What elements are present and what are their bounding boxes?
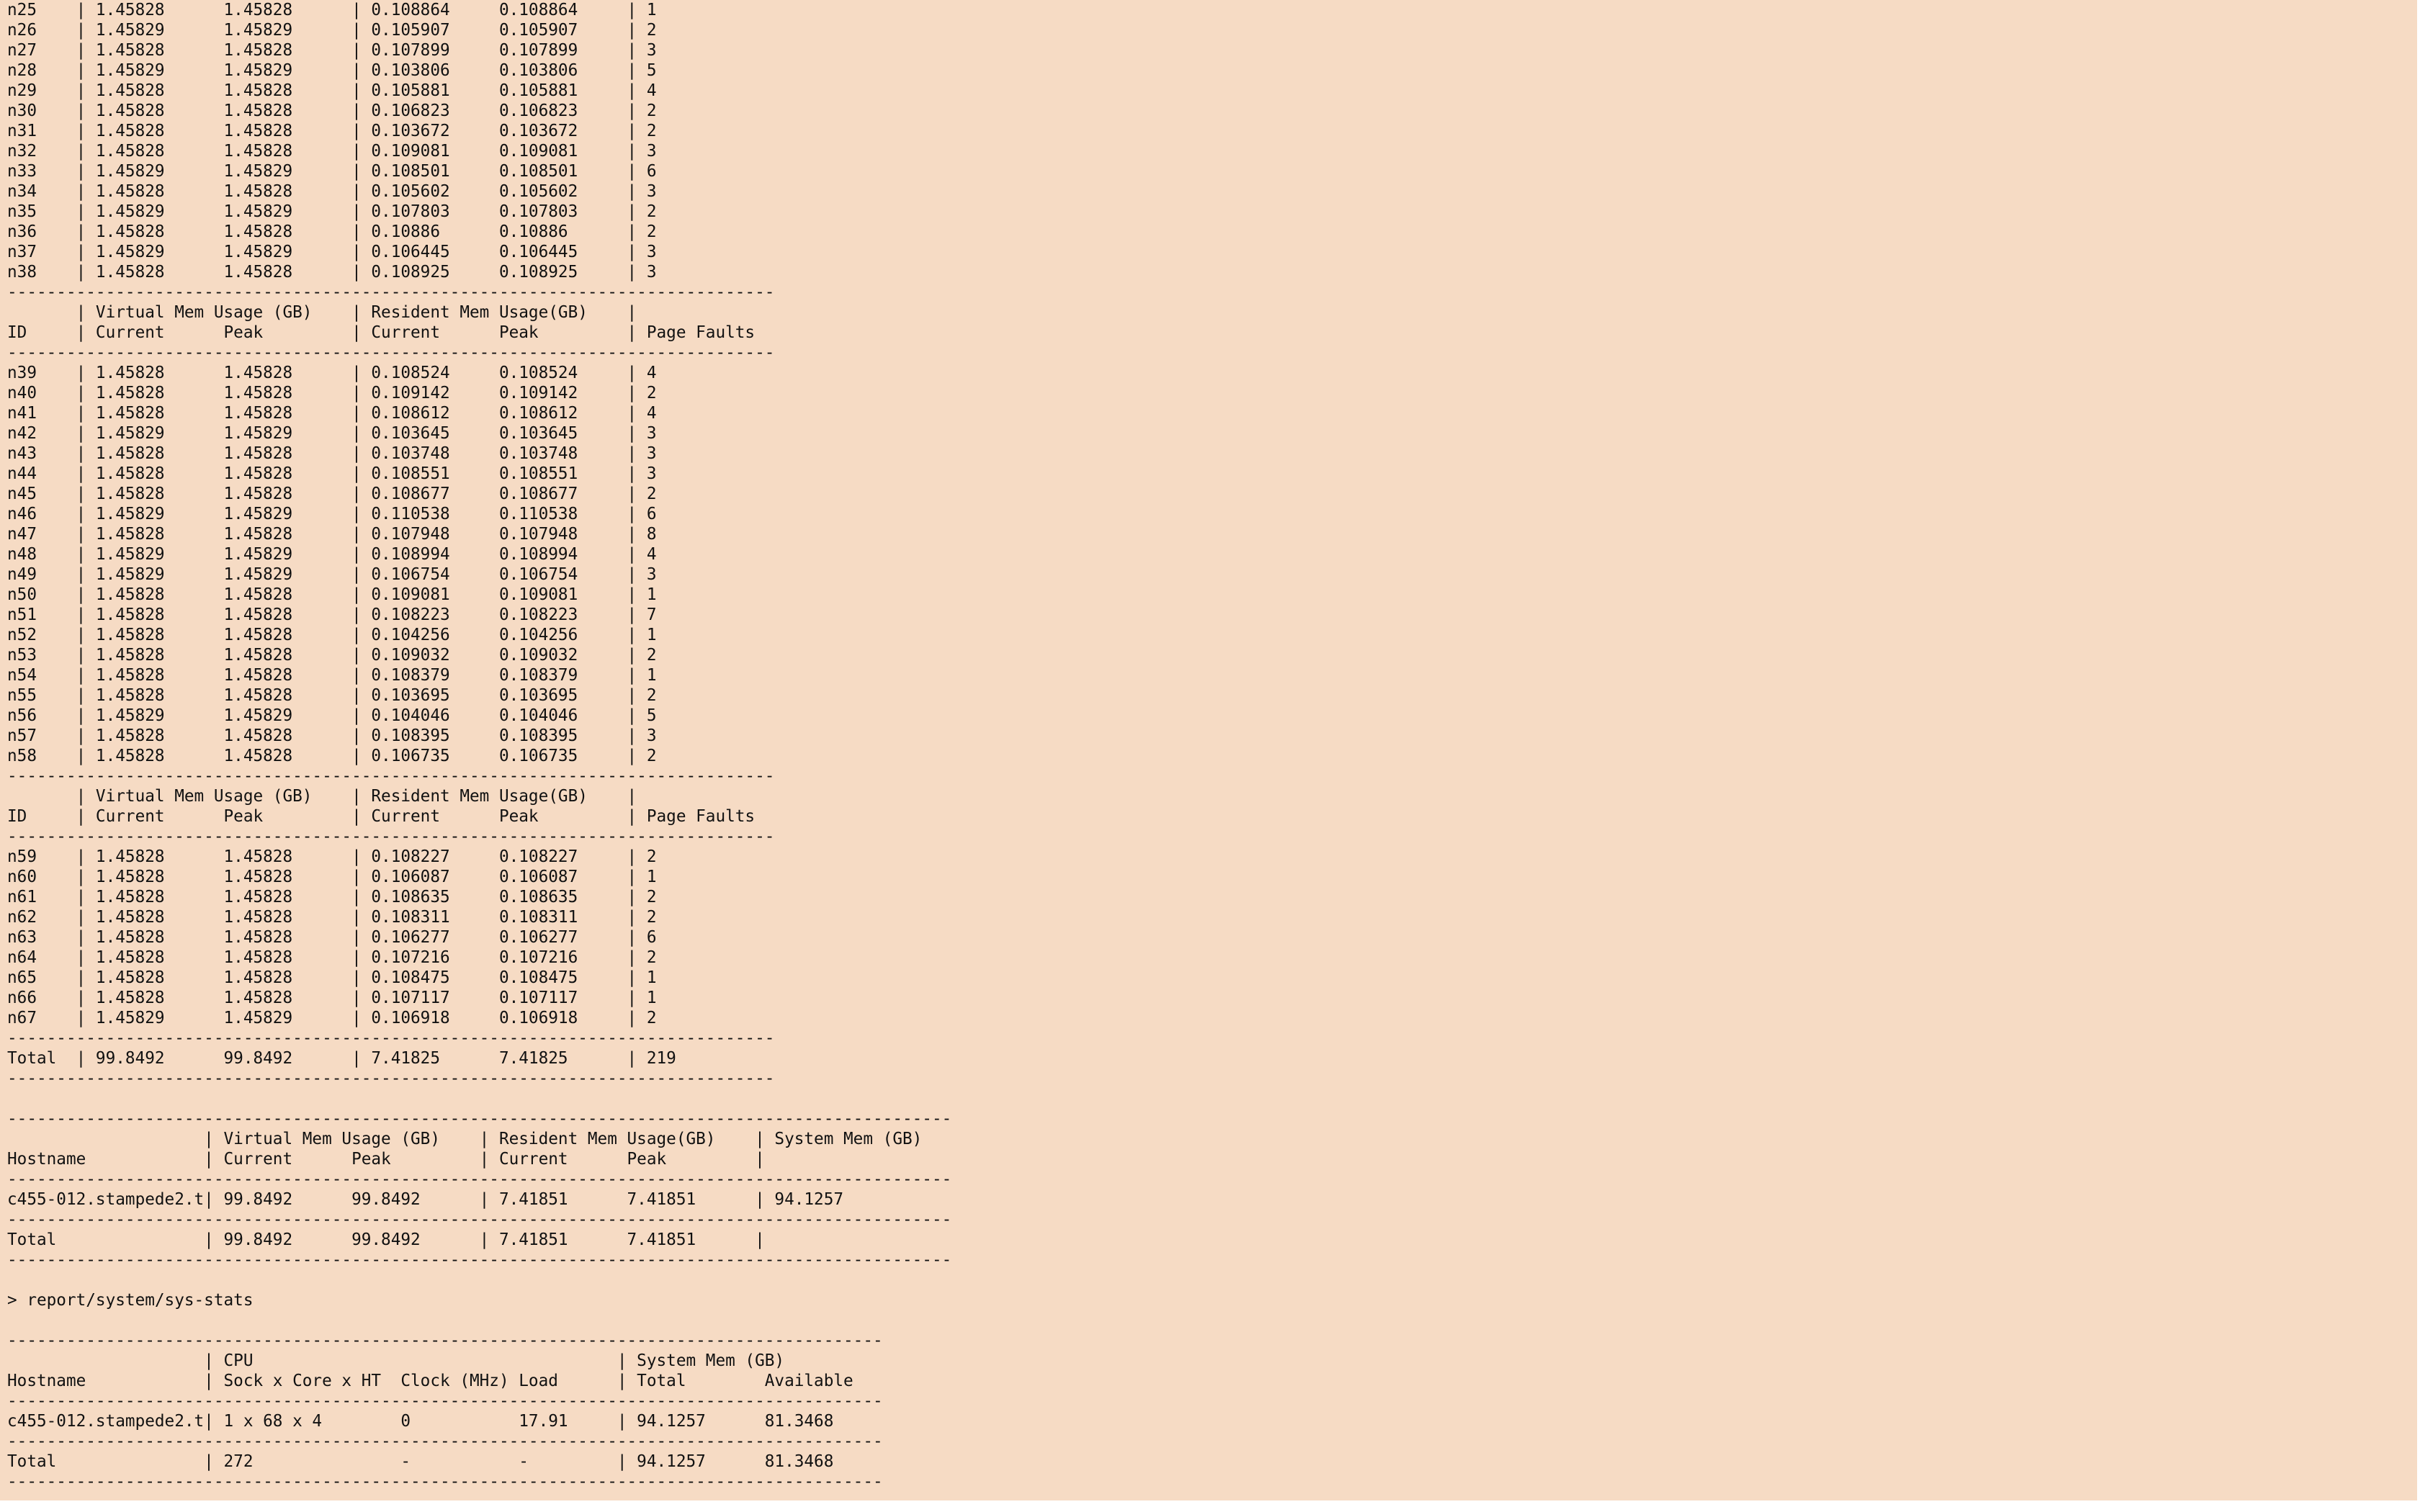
terminal-line: n59 | 1.45828 1.45828 | 0.108227 0.108227 | 2: [7, 847, 657, 866]
terminal-line: -----------------------------------------------------------------------------------------: [7, 1331, 883, 1350]
terminal-line: n35 | 1.45829 1.45829 | 0.107803 0.107803 | 2: [7, 202, 657, 221]
terminal-line: n67 | 1.45829 1.45829 | 0.106918 0.106918 | 2: [7, 1009, 657, 1027]
terminal-line: [7, 1089, 951, 1109]
terminal-line: > report/system/sys-stats: [7, 1291, 254, 1310]
terminal-line: n47 | 1.45828 1.45828 | 0.107948 0.107948 | 8: [7, 525, 657, 544]
terminal-line: ID | Current Peak | Current Peak | Page Faults: [7, 323, 756, 342]
terminal-line: n53 | 1.45828 1.45828 | 0.109032 0.109032 | 2: [7, 646, 657, 665]
terminal-line: ------------------------------------------------------------------------------: [7, 1029, 775, 1048]
terminal-line: ------------------------------------------------------------------------------: [7, 827, 775, 846]
terminal-line: c455-012.stampede2.t| 1 x 68 x 4 0 17.91 | 94.1257 81.3468: [7, 1412, 834, 1431]
terminal-line: n32 | 1.45828 1.45828 | 0.109081 0.109081 | 3: [7, 142, 657, 161]
terminal-line: ------------------------------------------------------------------------------: [7, 1069, 775, 1088]
terminal-line: -----------------------------------------------------------------------------------------: [7, 1472, 883, 1491]
terminal-line: n34 | 1.45828 1.45828 | 0.105602 0.105602 | 3: [7, 182, 657, 201]
terminal-line: ------------------------------------------------------------------------------------------------: [7, 1251, 952, 1269]
terminal-line: n25 | 1.45828 1.45828 | 0.108864 0.108864 | 1: [7, 1, 657, 19]
terminal-line: -----------------------------------------------------------------------------------------: [7, 1392, 883, 1410]
terminal-line: n52 | 1.45828 1.45828 | 0.104256 0.104256 | 1: [7, 626, 657, 644]
terminal-line: n64 | 1.45828 1.45828 | 0.107216 0.107216 | 2: [7, 948, 657, 967]
terminal-line: n49 | 1.45829 1.45829 | 0.106754 0.106754 | 3: [7, 565, 657, 584]
terminal-line: n28 | 1.45829 1.45829 | 0.103806 0.103806 | 5: [7, 61, 657, 80]
terminal-line: n58 | 1.45828 1.45828 | 0.106735 0.106735 | 2: [7, 747, 657, 765]
terminal-line: n46 | 1.45829 1.45829 | 0.110538 0.110538 | 6: [7, 505, 657, 523]
terminal-line: n31 | 1.45828 1.45828 | 0.103672 0.103672 | 2: [7, 122, 657, 140]
terminal-line: n43 | 1.45828 1.45828 | 0.103748 0.103748 | 3: [7, 444, 657, 463]
terminal-line: n42 | 1.45829 1.45829 | 0.103645 0.103645 | 3: [7, 424, 657, 443]
terminal-line: | Virtual Mem Usage (GB) | Resident Mem Usage(GB) |: [7, 303, 637, 322]
terminal-line: Total | 99.8492 99.8492 | 7.41825 7.41825 | 219: [7, 1049, 676, 1068]
terminal-line: n57 | 1.45828 1.45828 | 0.108395 0.108395 | 3: [7, 726, 657, 745]
terminal-line: ID | Current Peak | Current Peak | Page Faults: [7, 807, 756, 826]
terminal-line: n41 | 1.45828 1.45828 | 0.108612 0.108612 | 4: [7, 404, 657, 423]
terminal-line: n61 | 1.45828 1.45828 | 0.108635 0.108635 | 2: [7, 888, 657, 906]
terminal-line: n40 | 1.45828 1.45828 | 0.109142 0.109142 | 2: [7, 384, 657, 402]
terminal-line: | CPU | System Mem (GB): [7, 1351, 785, 1370]
terminal-line: n29 | 1.45828 1.45828 | 0.105881 0.105881 | 4: [7, 81, 657, 100]
terminal-line: ------------------------------------------------------------------------------------------------: [7, 1170, 952, 1189]
terminal-line: n60 | 1.45828 1.45828 | 0.106087 0.106087 | 1: [7, 868, 657, 886]
terminal-line: n37 | 1.45829 1.45829 | 0.106445 0.106445 | 3: [7, 243, 657, 261]
terminal-line: n66 | 1.45828 1.45828 | 0.107117 0.107117 | 1: [7, 989, 657, 1007]
terminal-line: n38 | 1.45828 1.45828 | 0.108925 0.108925 | 3: [7, 263, 657, 282]
terminal-line: [7, 1310, 951, 1331]
terminal-line: n48 | 1.45829 1.45829 | 0.108994 0.108994 | 4: [7, 545, 657, 564]
terminal-line: n33 | 1.45829 1.45829 | 0.108501 0.108501 | 6: [7, 162, 657, 181]
terminal-line: n30 | 1.45828 1.45828 | 0.106823 0.106823 | 2: [7, 102, 657, 120]
terminal-line: ------------------------------------------------------------------------------: [7, 343, 775, 362]
terminal-line: Hostname | Sock x Core x HT Clock (MHz) Load | Total Available: [7, 1372, 853, 1390]
terminal-line: n62 | 1.45828 1.45828 | 0.108311 0.108311 | 2: [7, 908, 657, 927]
terminal-line: n44 | 1.45828 1.45828 | 0.108551 0.108551 | 3: [7, 464, 657, 483]
terminal-line: ------------------------------------------------------------------------------: [7, 767, 775, 786]
terminal-line: | Virtual Mem Usage (GB) | Resident Mem Usage(GB) |: [7, 787, 637, 806]
terminal-line: Total | 99.8492 99.8492 | 7.41851 7.41851 |: [7, 1230, 765, 1249]
terminal-line: n36 | 1.45828 1.45828 | 0.10886 0.10886 | 2: [7, 222, 657, 241]
terminal-line: n56 | 1.45829 1.45829 | 0.104046 0.104046 | 5: [7, 706, 657, 725]
terminal-line: c455-012.stampede2.t| 99.8492 99.8492 | 7.41851 7.41851 | 94.1257: [7, 1190, 844, 1209]
terminal-line: [7, 1270, 951, 1290]
terminal-line: | Virtual Mem Usage (GB) | Resident Mem Usage(GB) | System Mem (GB): [7, 1130, 923, 1148]
terminal-line: n55 | 1.45828 1.45828 | 0.103695 0.103695 | 2: [7, 686, 657, 705]
terminal-line: ------------------------------------------------------------------------------: [7, 283, 775, 302]
terminal-line: Hostname | Current Peak | Current Peak |: [7, 1150, 765, 1169]
terminal-line: n51 | 1.45828 1.45828 | 0.108223 0.108223 | 7: [7, 606, 657, 624]
terminal-line: n26 | 1.45829 1.45829 | 0.105907 0.105907 | 2: [7, 21, 657, 40]
terminal-line: n27 | 1.45828 1.45828 | 0.107899 0.107899 | 3: [7, 41, 657, 60]
terminal-line: n45 | 1.45828 1.45828 | 0.108677 0.108677 | 2: [7, 485, 657, 503]
terminal-line: n65 | 1.45828 1.45828 | 0.108475 0.108475 | 1: [7, 968, 657, 987]
terminal-line: -----------------------------------------------------------------------------------------: [7, 1432, 883, 1451]
terminal-line: n54 | 1.45828 1.45828 | 0.108379 0.108379 | 1: [7, 666, 657, 685]
terminal-line: ------------------------------------------------------------------------------------------------: [7, 1110, 952, 1128]
terminal-line: n63 | 1.45828 1.45828 | 0.106277 0.106277 | 6: [7, 928, 657, 947]
terminal-line: n39 | 1.45828 1.45828 | 0.108524 0.108524 | 4: [7, 364, 657, 382]
terminal-line: n50 | 1.45828 1.45828 | 0.109081 0.109081 | 1: [7, 585, 657, 604]
terminal-line: ------------------------------------------------------------------------------------------------: [7, 1210, 952, 1229]
terminal-output: [7, 0, 951, 1492]
terminal-line: Total | 272 - - | 94.1257 81.3468: [7, 1452, 834, 1471]
